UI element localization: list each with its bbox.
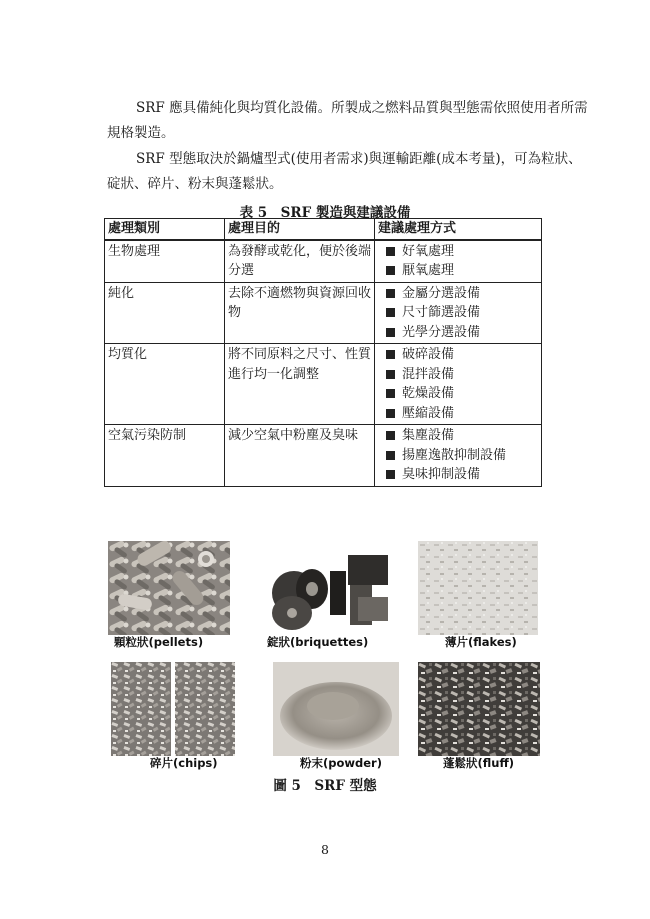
row-methods (375, 240, 542, 283)
method-item: 揚塵逸散抑制設備 (378, 446, 538, 466)
powder-photo (273, 662, 399, 756)
method-item: 混拌設備 (378, 365, 538, 385)
figure-caption: 圖 5 SRF 型態 (273, 778, 377, 794)
method-item: 尺寸篩選設備 (378, 303, 538, 323)
row-methods (375, 344, 542, 425)
table-row (105, 344, 542, 425)
row-purpose: 減少空氣中粉塵及臭味 (225, 425, 375, 487)
table-row (105, 240, 542, 283)
table-caption: 表 5 SRF 製造與建議設備 (239, 205, 411, 221)
method-item: 壓縮設備 (378, 404, 538, 424)
caption-fluff: 蓬鬆狀(fluff) (443, 756, 515, 770)
row-category: 純化 (105, 282, 225, 344)
caption-flakes: 薄片(flakes) (445, 635, 517, 649)
method-item: 金屬分選設備 (378, 284, 538, 304)
row-purpose: 為發酵或乾化，便於後端分選 (225, 240, 375, 283)
method-item: 破碎設備 (378, 345, 538, 365)
header-category: 處理類別 (105, 219, 225, 240)
caption-pellets: 顆粒狀(pellets) (114, 635, 204, 649)
row-methods (375, 282, 542, 344)
header-purpose: 處理目的 (225, 219, 375, 240)
briquettes-photo (252, 541, 398, 635)
method-item: 臭味抑制設備 (378, 465, 538, 485)
table-row (105, 425, 542, 487)
row-methods (375, 425, 542, 487)
row-category: 空氣污染防制 (105, 425, 225, 487)
flakes-photo (418, 541, 538, 635)
method-item: 厭氧處理 (378, 261, 538, 281)
caption-briquettes: 錠狀(briquettes) (267, 635, 369, 649)
method-item: 光學分選設備 (378, 323, 538, 343)
paragraph-2: SRF 型態取決於鍋爐型式(使用者需求)與運輸距離(成本考量)，可為粒狀、碇狀、碎片、粉末與蓬鬆狀。 (107, 151, 582, 192)
header-methods: 建議處理方式 (375, 219, 542, 240)
fluff-photo (418, 662, 540, 756)
chips-photo (111, 662, 235, 756)
table-header-row (105, 219, 542, 240)
method-item: 乾燥設備 (378, 384, 538, 404)
table-row (105, 282, 542, 344)
row-purpose: 去除不適燃物與資源回收物 (225, 282, 375, 344)
srf-equipment-table (104, 218, 542, 487)
row-purpose: 將不同原料之尺寸、性質進行均一化調整 (225, 344, 375, 425)
paragraph-1: SRF 應具備純化與均質化設備。所製成之燃料品質與型態需依照使用者所需規格製造。 (107, 100, 588, 141)
page-number: 8 (321, 842, 329, 857)
method-item: 好氧處理 (378, 242, 538, 262)
method-item: 集塵設備 (378, 426, 538, 446)
caption-powder: 粉末(powder) (300, 756, 382, 770)
row-category: 均質化 (105, 344, 225, 425)
row-category: 生物處理 (105, 240, 225, 283)
pellets-photo (108, 541, 230, 635)
caption-chips: 碎片(chips) (150, 756, 218, 770)
